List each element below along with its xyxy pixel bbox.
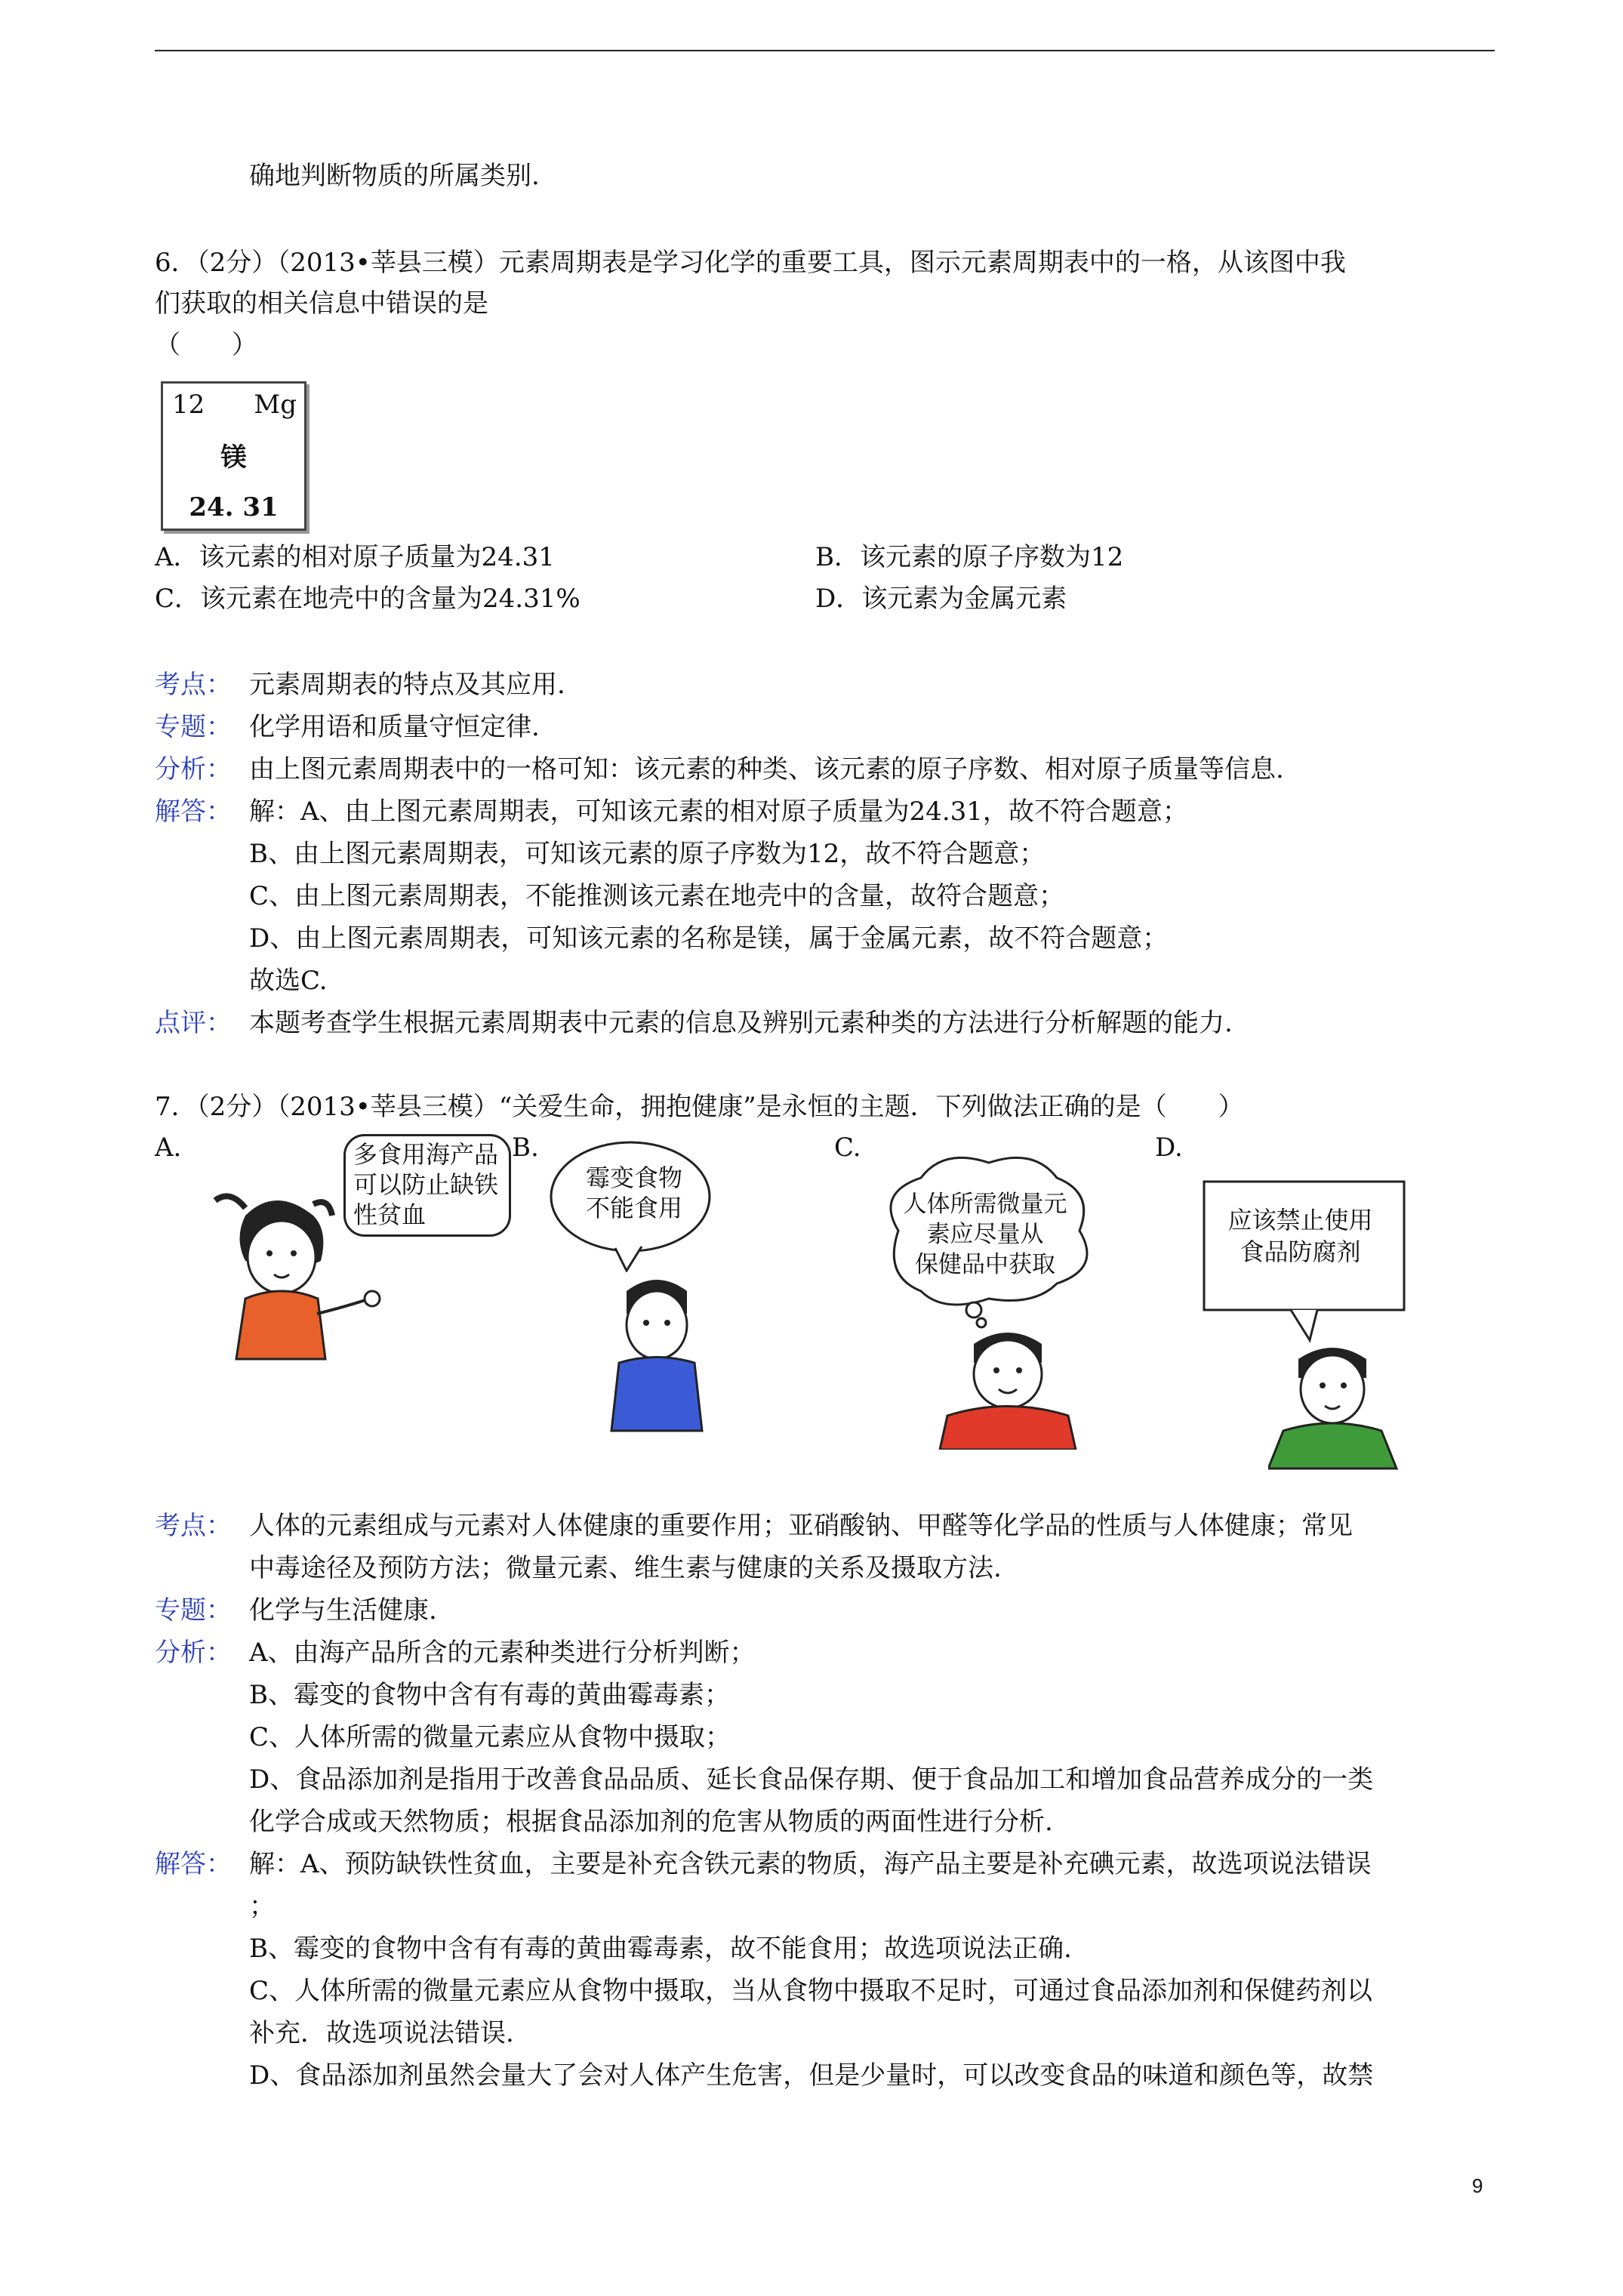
q6-option-d: D．该元素为金属元素 [815,584,1067,614]
q6-option-b: B．该元素的原子序数为12 [815,542,1124,572]
bubble-a-line: 性贫血 [353,1200,427,1229]
bubble-c-line: 人体所需微量元 [903,1191,1067,1218]
bubble-c-line: 素应尽量从 [926,1221,1044,1248]
thought-bubble-c [895,1189,1076,1280]
bubble-b-line: 霉变食物 [585,1163,682,1192]
speech-bubble-b [574,1163,694,1223]
q6-option-a: A．该元素的相对原子质量为24.31 [155,542,555,572]
q6-stem-line1: 6．（2分）（2013•莘县三模）元素周期表是学习化学的重要工具，图示元素周期表中的一格，从该图中我 [155,248,1346,278]
q7-zhuanti: 化学与生活健康. [249,1595,437,1626]
element-cell [161,381,306,531]
q7-kaodian-label: 考点： [155,1511,232,1541]
bubble-a-line: 可以防止缺铁 [353,1170,499,1199]
q6-zhuanti: 化学用语和质量守恒定律. [249,712,540,742]
q6-jieda-line: C、由上图元素周期表，不能推测该元素在地壳中的含量，故符合题意； [249,881,1065,911]
q7-kaodian-line: 人体的元素组成与元素对人体健康的重要作用；亚硝酸钠、甲醛等化学品的性质与人体健康；常见 [249,1511,1353,1541]
q6-option-c: C．该元素在地壳中的含量为24.31% [155,584,581,614]
q6-kaodian-label: 考点： [155,670,232,700]
q6-jieda-line: 解：A、由上图元素周期表，可知该元素的相对原子质量为24.31，故不符合题意； [249,797,1188,827]
bubble-b-line: 不能食用 [585,1194,682,1222]
q7-jieda-line: 补充．故选项说法错误. [249,2018,514,2048]
prev-text: 确地判断物质的所属类别. [249,161,540,191]
q7-option-c-label: C. [834,1133,861,1163]
q7-jieda-line: C、人体所需的微量元素应从食物中摄取，当从食物中摄取不足时，可通过食品添加剂和保健药剂以 [249,1976,1373,2006]
element-name: 镁 [220,442,247,473]
q7-fenxi-line: D、食品添加剂是指用于改善食品品质、延长食品保存期、便于食品加工和增加食品营养成分的一类 [249,1764,1374,1795]
q7-fenxi-line: A、由海产品所含的元素种类进行分析判断； [249,1638,756,1668]
q6-jieda-line: D、由上图元素周期表，可知该元素的名称是镁，属于金属元素，故不符合题意； [249,923,1169,954]
q6-jieda-line: B、由上图元素周期表，可知该元素的原子序数为12，故不符合题意； [249,839,1046,869]
q6-stem-line2: 们获取的相关信息中错误的是 [155,288,488,319]
q7-jieda-label: 解答： [155,1849,232,1879]
atomic-mass: 24. 31 [189,492,279,522]
element-symbol: Mg [254,390,297,420]
q7-jieda-line: ； [249,1891,275,1922]
q6-dianping: 本题考查学生根据元素周期表中元素的信息及辨别元素种类的方法进行分析解题的能力. [249,1008,1233,1038]
q7-fenxi-line: C、人体所需的微量元素应从食物中摄取； [249,1722,731,1752]
q6-dianping-label: 点评： [155,1008,232,1038]
q7-option-a-label: A. [155,1133,182,1163]
q7-option-b-label: B. [512,1133,539,1163]
q6-jieda-line: 故选C. [249,966,328,996]
bubble-c-line: 保健品中获取 [915,1251,1055,1278]
q7-kaodian-line: 中毒途径及预防方法；微量元素、维生素与健康的关系及摄取方法. [249,1553,1002,1583]
boy-b-illustration [596,1276,717,1435]
q6-fenxi-label: 分析： [155,754,232,784]
q7-fenxi-line: 化学合成或天然物质；根据食品添加剂的危害从物质的两面性进行分析. [249,1807,1053,1837]
q6-jieda-label: 解答： [155,797,232,827]
boy-c-illustration [932,1329,1083,1450]
boy-d-illustration [1268,1344,1404,1472]
q6-fenxi: 由上图元素周期表中的一格可知：该元素的种类、该元素的原子序数、相对原子质量等信息. [249,754,1284,784]
q7-jieda-line: 解：A、预防缺铁性贫血，主要是补充含铁元素的物质，海产品主要是补充碘元素，故选项说法错误 [249,1849,1372,1879]
bubble-a-line: 多食用海产品 [353,1140,499,1169]
q6-kaodian: 元素周期表的特点及其应用. [249,670,565,700]
q7-stem: 7．（2分）（2013•莘县三模）“关爱生命，拥抱健康”是永恒的主题．下列做法正确的是（ ） [155,1092,1244,1122]
q7-zhuanti-label: 专题： [155,1595,232,1626]
bubble-d-line: 应该禁止使用 [1227,1206,1373,1234]
speech-bubble-d [1215,1204,1385,1268]
q6-zhuanti-label: 专题： [155,712,232,742]
header-rule [155,50,1495,51]
q7-jieda-line: B、霉变的食物中含有有毒的黄曲霉毒素，故不能食用；故选项说法正确. [249,1934,1072,1964]
q7-fenxi-line: B、霉变的食物中含有有毒的黄曲霉毒素； [249,1680,730,1710]
q6-paren: （ ） [155,330,257,360]
page-number: 9 [1472,2174,1483,2197]
girl-illustration [200,1193,389,1367]
q7-fenxi-label: 分析： [155,1638,232,1668]
bubble-d-line: 食品防腐剂 [1240,1237,1361,1266]
q7-option-d-label: D. [1155,1133,1183,1163]
q7-jieda-line: D、食品添加剂虽然会量大了会对人体产生危害，但是少量时，可以改变食品的味道和颜色等，故禁 [249,2060,1374,2091]
atomic-number: 12 [172,390,205,420]
